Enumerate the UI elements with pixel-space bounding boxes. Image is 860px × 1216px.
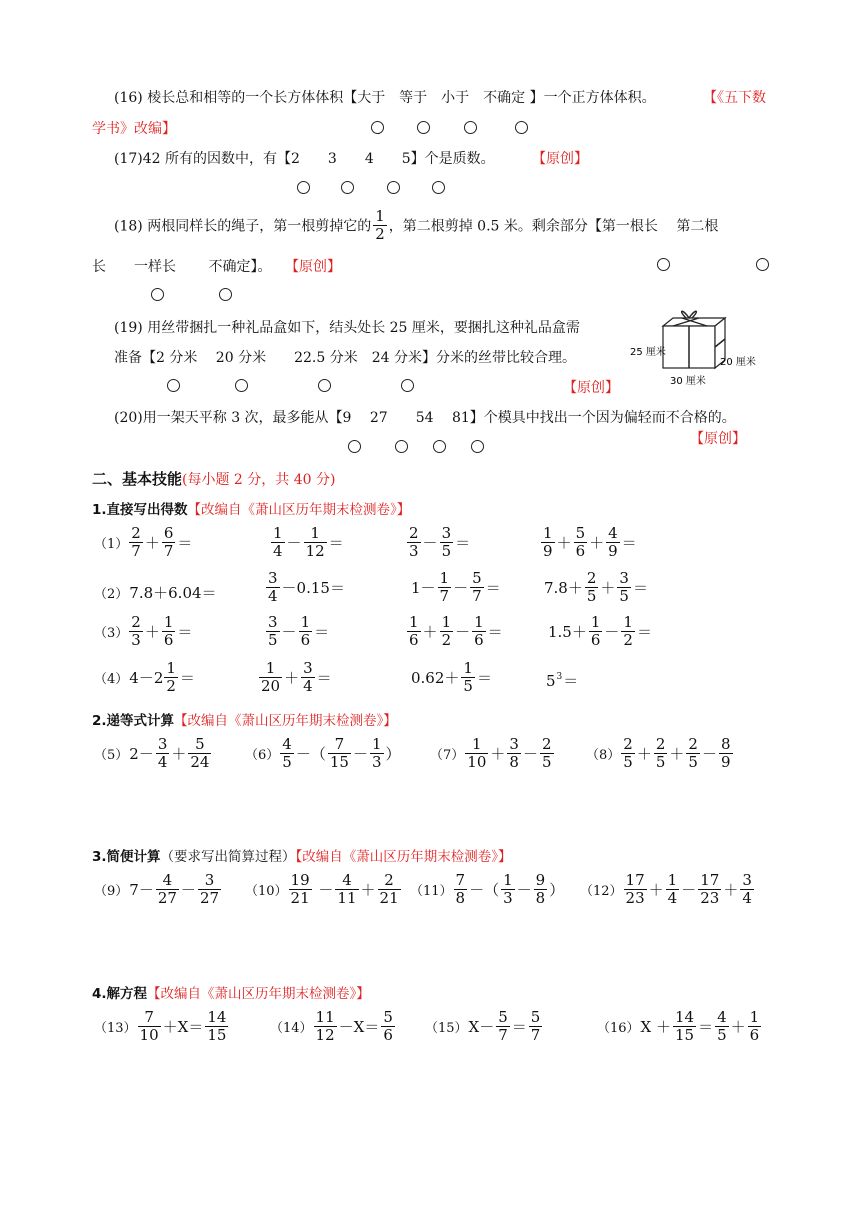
box-length-label: 30 厘米: [670, 376, 706, 387]
problem: 1.5＋ $\frac{1}{6}$ － $\frac{1}{2}$ ＝: [548, 613, 652, 649]
option-radio[interactable]: [371, 121, 384, 134]
q17-tag: 【原创】: [532, 151, 588, 167]
option-radio[interactable]: [167, 379, 180, 392]
option-radio[interactable]: [433, 440, 446, 453]
option-radio[interactable]: [401, 379, 414, 392]
problem: （13） $\frac{7}{10}$ ＋X＝ $\frac{14}{15}$: [94, 1008, 227, 1044]
q18-tag: 【原创】: [285, 259, 341, 275]
q18-text: (18) 两根同样长的绳子，第一根剪掉它的 $\frac{1}{2}$ ，第二根剪掉 0.5 米。剩余部分【第一根长 第二根: [114, 207, 719, 243]
part1-heading: 1.直接写出得数【改编自《萧山区历年期末检测卷》】: [92, 502, 411, 518]
option-radio[interactable]: [235, 379, 248, 392]
option-radio[interactable]: [464, 121, 477, 134]
problem: $\frac{1}{20}$ ＋ $\frac{3}{4}$ ＝: [261, 659, 332, 695]
problem: 1－ $\frac{1}{7}$ － $\frac{5}{7}$ ＝: [411, 569, 501, 605]
problem: 7.8＋ $\frac{2}{5}$ ＋ $\frac{3}{5}$ ＝: [544, 569, 648, 605]
problem: （15）X－ $\frac{5}{7}$ ＝ $\frac{5}{7}$: [425, 1008, 541, 1044]
box-width-label: 20 厘米: [720, 357, 756, 368]
problem: $\frac{3}{4}$ －0.15＝: [268, 569, 345, 605]
option-radio[interactable]: [432, 181, 445, 194]
problem: （14） $\frac{11}{12}$ －X＝ $\frac{5}{6}$: [270, 1008, 393, 1044]
q19-text-cont: 准备【2 分米 20 分米 22.5 分米 24 分米】分米的丝带比较合理。: [114, 350, 576, 366]
problem: （11） $\frac{7}{8}$ －（ $\frac{1}{3}$ － $\frac{9}{8}$ ）: [410, 871, 565, 907]
q19-text: (19) 用丝带捆扎一种礼品盒如下，结头处长 25 厘米，要捆扎这种礼品盒需: [114, 320, 580, 336]
part4-heading: 4.解方程【改编自《萧山区历年期末检测卷》】: [92, 986, 370, 1002]
problem: （3） $\frac{2}{3}$ ＋ $\frac{1}{6}$ ＝: [94, 613, 193, 649]
problem: $\frac{2}{3}$ － $\frac{3}{5}$ ＝: [409, 524, 471, 560]
option-radio[interactable]: [151, 288, 164, 301]
option-radio[interactable]: [515, 121, 528, 134]
problem: $\frac{1}{6}$ ＋ $\frac{1}{2}$ － $\frac{1}{6}$ ＝: [409, 613, 503, 649]
q16-tag-cont: 学书》改编】: [92, 121, 176, 137]
q20-text: (20)用一架天平称 3 次，最多能从【9 27 54 81】个模具中找出一个因为偏轻而不合格的。: [114, 410, 736, 426]
problem: （2）7.8＋6.04＝: [94, 584, 217, 602]
problem: （12） $\frac{17}{23}$ ＋ $\frac{1}{4}$ － $\frac{17}{23}$ ＋ $\frac{3}{4}$: [580, 871, 752, 907]
q17-text: (17)42 所有的因数中，有【2 3 4 5】个是质数。: [114, 151, 495, 167]
problem: $\frac{3}{5}$ － $\frac{1}{6}$ ＝: [268, 613, 330, 649]
q19-tag: 【原创】: [563, 380, 619, 396]
problem: 0.62＋ $\frac{1}{5}$ ＝: [411, 659, 492, 695]
problem: （7） $\frac{1}{10}$ ＋ $\frac{3}{8}$ － $\frac{2}{5}$: [430, 735, 552, 771]
problem: （1） $\frac{2}{7}$ ＋ $\frac{6}{7}$ ＝: [94, 524, 193, 560]
q16-text: (16) 棱长总和相等的一个长方体体积【大于 等于 小于 不确定 】一个正方体体积。: [114, 90, 656, 106]
problem: $\frac{1}{9}$ ＋ $\frac{5}{6}$ ＋ $\frac{4}{9}$ ＝: [543, 524, 637, 560]
problem: $\frac{1}{4}$ － $\frac{1}{12}$ ＝: [273, 524, 344, 560]
problem: $5^3=$: [546, 671, 579, 690]
option-radio[interactable]: [348, 440, 361, 453]
section-heading: 二、基本技能(每小题 2 分，共 40 分): [92, 470, 336, 488]
problem: （9）7－ $\frac{4}{27}$ － $\frac{3}{27}$: [94, 871, 220, 907]
part2-heading: 2.递等式计算【改编自《萧山区历年期末检测卷》】: [92, 713, 397, 729]
option-radio[interactable]: [417, 121, 430, 134]
q16-tag: 【《五下数: [703, 90, 766, 106]
problem: （8） $\frac{2}{5}$ ＋ $\frac{2}{5}$ ＋ $\frac{2}{5}$ － $\frac{8}{9}$: [586, 735, 731, 771]
option-radio[interactable]: [657, 258, 670, 271]
option-radio[interactable]: [387, 181, 400, 194]
problem: （10） $\frac{19}{21}$ － $\frac{4}{11}$ ＋ $\frac{2}{21}$: [245, 871, 399, 907]
option-radio[interactable]: [297, 181, 310, 194]
box-height-label: 25 厘米: [630, 347, 666, 358]
option-radio[interactable]: [341, 181, 354, 194]
problem: （4）4－2 $\frac{1}{2}$ ＝: [94, 659, 195, 695]
q20-tag: 【原创】: [690, 431, 746, 447]
problem: （16）X ＋ $\frac{14}{15}$ ＝ $\frac{4}{5}$ ＋ $\frac{1}{6}$: [597, 1008, 760, 1044]
option-radio[interactable]: [471, 440, 484, 453]
option-radio[interactable]: [219, 288, 232, 301]
q18-text-cont: 长 一样长 不确定】。: [92, 259, 272, 275]
gift-box-figure: [630, 306, 766, 390]
problem: （5）2－ $\frac{3}{4}$ ＋ $\frac{5}{24}$: [94, 735, 210, 771]
part3-heading: 3.简便计算（要求写出简算过程）【改编自《萧山区历年期末检测卷》】: [92, 849, 512, 865]
option-radio[interactable]: [318, 379, 331, 392]
problem: （6） $\frac{4}{5}$ －（ $\frac{7}{15}$ － $\frac{1}{3}$ ）: [245, 735, 401, 771]
option-radio[interactable]: [756, 258, 769, 271]
option-radio[interactable]: [395, 440, 408, 453]
